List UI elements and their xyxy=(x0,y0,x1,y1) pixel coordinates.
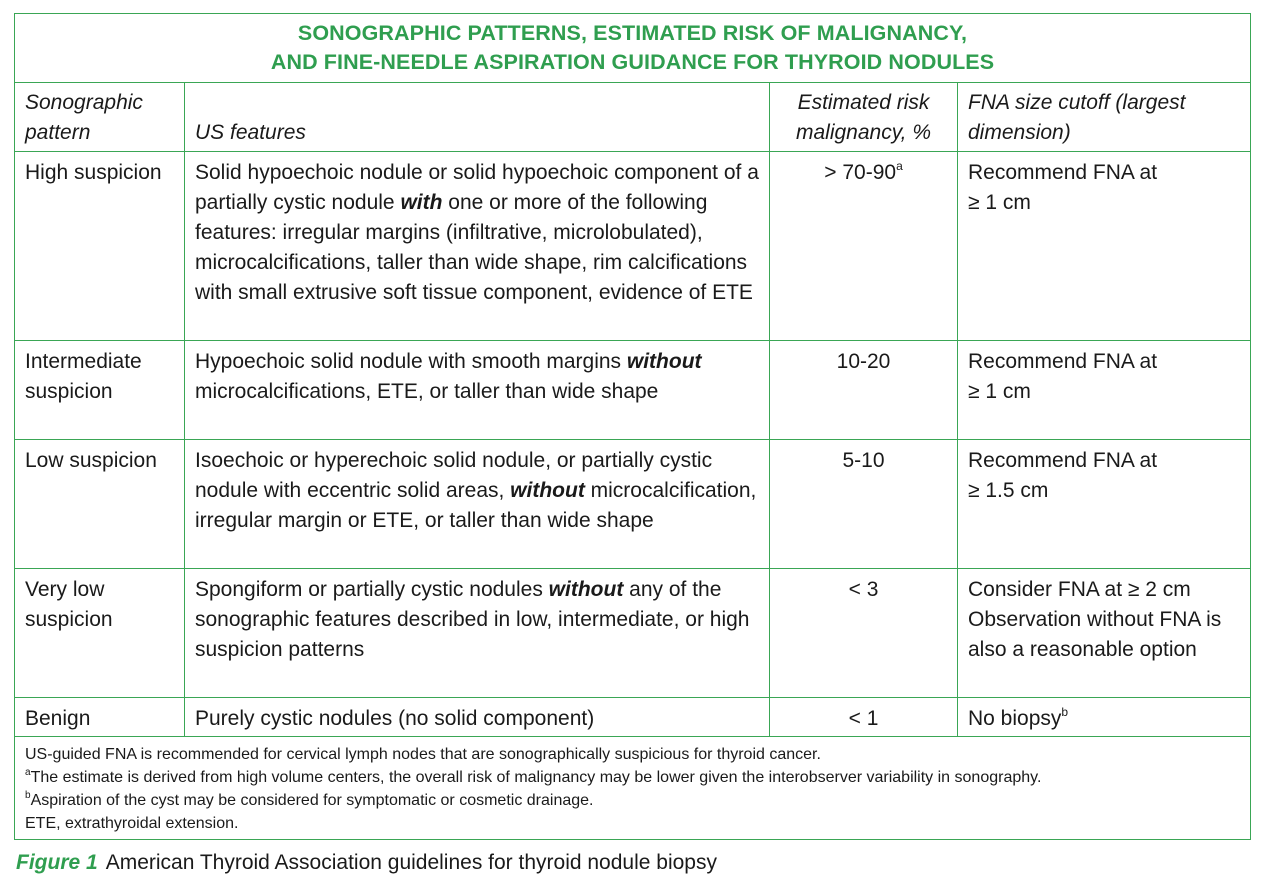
note-footnote-a: $^a$The estimate is derived from high volume centers, the overall risk of malignancy may be lower given the interobserver variability in sonography. xyxy=(25,767,1042,786)
row-pattern: Benign xyxy=(15,698,185,737)
row-features: Purely cystic nodules (no solid component) xyxy=(185,698,770,737)
row-risk: 5-10 xyxy=(770,440,958,569)
table-row xyxy=(15,341,1251,440)
figure-caption-text: American Thyroid Association guidelines for thyroid nodule biopsy xyxy=(105,851,717,874)
note-ete-abbreviation: ETE, extrathyroidal extension. xyxy=(25,815,239,832)
row-fna: Recommend FNA at ≥ 1.5 cm xyxy=(958,440,1251,569)
row-fna: No biopsy$^b$ xyxy=(958,698,1251,737)
table-notes xyxy=(15,737,1251,840)
footnote-a-marker: a xyxy=(896,159,903,173)
table-row xyxy=(15,698,1251,737)
table-row xyxy=(15,440,1251,569)
row-pattern: Low suspicion xyxy=(15,440,185,569)
header-risk: Estimated risk malignancy, % xyxy=(770,83,958,152)
header-features: US features xyxy=(185,83,770,152)
note-fna-lymph-nodes: US-guided FNA is recommended for cervical lymph nodes that are sonographically suspicious for thyroid cancer. xyxy=(25,746,821,763)
row-risk: 10-20 xyxy=(770,341,958,440)
row-fna: Recommend FNA at ≥ 1 cm xyxy=(958,152,1251,341)
table-title-line1: SONOGRAPHIC PATTERNS, ESTIMATED RISK OF MALIGNANCY, xyxy=(297,21,968,45)
row-pattern: Very low suspicion xyxy=(15,569,185,698)
notes-row xyxy=(15,737,1251,840)
row-features: Solid hypoechoic nodule or solid hypoechoic component of a partially cystic nodule with one or more of the following features: irregular margins (infiltrative, microlobulated), microcalcifications, taller than wide shape, rim calcifications with small extrusive soft tissue component, evidence of ETE xyxy=(185,152,770,341)
figure-container xyxy=(14,13,1250,876)
row-features: Isoechoic or hyperechoic solid nodule, or partially cystic nodule with eccentric solid areas, without microcalcification, irregular margin or ETE, or taller than wide shape xyxy=(185,440,770,569)
header-row xyxy=(15,83,1251,152)
row-risk: > $70-90^a$ xyxy=(770,152,958,341)
row-risk: < 3 xyxy=(770,569,958,698)
row-fna: Consider FNA at ≥ 2 cm Observation without FNA is also a reasonable option xyxy=(958,569,1251,698)
table-row xyxy=(15,152,1251,341)
footnote-b-marker: b xyxy=(1061,705,1069,719)
row-pattern: High suspicion xyxy=(15,152,185,341)
header-pattern: Sonographic pattern xyxy=(15,83,185,152)
row-fna: Recommend FNA at ≥ 1 cm xyxy=(958,341,1251,440)
figure-label: Figure 1 xyxy=(16,851,98,874)
thyroid-nodule-table xyxy=(14,13,1251,840)
note-footnote-b: $^b$Aspiration of the cyst may be considered for symptomatic or cosmetic drainage. xyxy=(25,790,594,809)
row-risk: < 1 xyxy=(770,698,958,737)
figure-caption xyxy=(16,850,1250,876)
table-row xyxy=(15,569,1251,698)
title-row xyxy=(15,14,1251,83)
row-features: Hypoechoic solid nodule with smooth margins without microcalcifications, ETE, or taller than wide shape xyxy=(185,341,770,440)
table-title-line2: AND FINE-NEEDLE ASPIRATION GUIDANCE FOR THYROID NODULES xyxy=(270,50,995,74)
row-features: Spongiform or partially cystic nodules without any of the sonographic features described in low, intermediate, or high suspicion patterns xyxy=(185,569,770,698)
header-fna: FNA size cutoff (largest dimension) xyxy=(958,83,1251,152)
row-pattern: Intermediate suspicion xyxy=(15,341,185,440)
table-title xyxy=(15,14,1251,83)
